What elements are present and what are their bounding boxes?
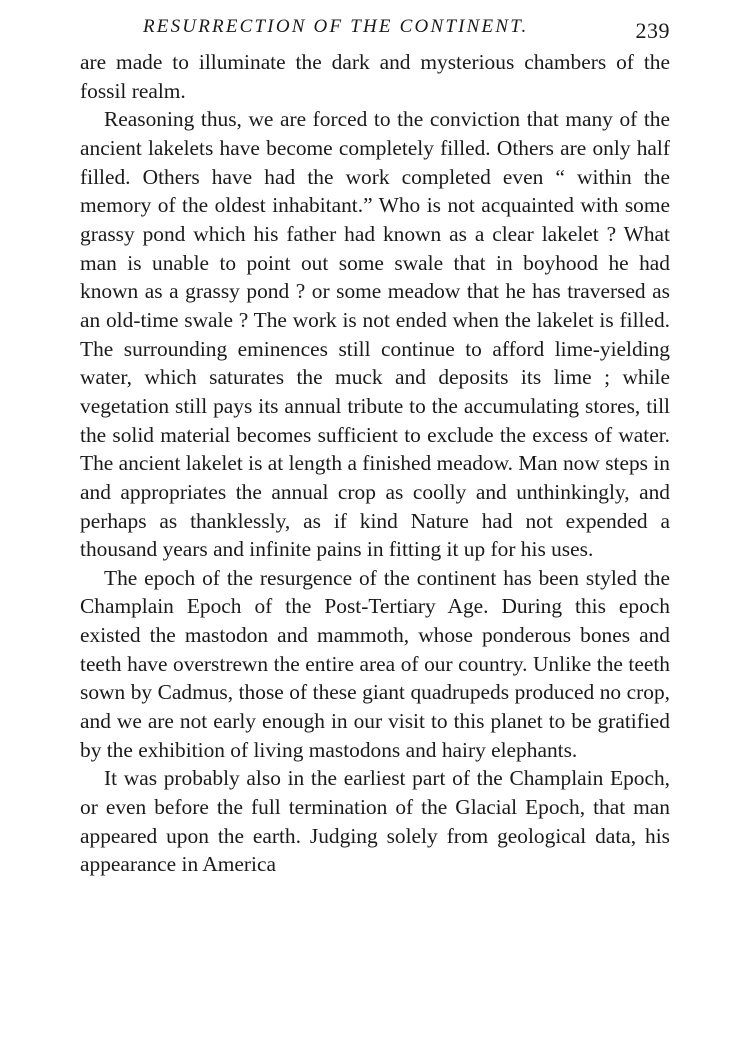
paragraph-appearance-of-man: It was probably also in the earliest part of the Champlain Epoch, or even before the full termination of the Glacial Epoch, that man appeared upon the earth. Judging solely from geological data, his appearance in America <box>80 766 670 877</box>
body-text <box>80 48 670 879</box>
running-title: RESURRECTION OF THE CONTINENT. <box>143 16 529 37</box>
paragraph-lakelets: Reasoning thus, we are forced to the conviction that many of the ancient lakelets have become completely filled. Others are only half filled. Others have had the work completed even “ within the memory of the oldest inhabitant.” Who is not acquainted with some grassy pond which his father had known as a clear lakelet ? What man is unable to point out some swale that in boyhood he had known as a grassy pond ? or some meadow that he has traversed as an old-time swale ? The work is not ended when the lakelet is filled. The surrounding eminences still continue to afford lime-yielding water, which saturates the muck and deposits its lime ; while vegetation still pays its annual tribute to the accumulating stores, till the solid material becomes sufficient to exclude the excess of water. The ancient lakelet is at length a finished meadow. Man now steps in and appropriates the annual crop as coolly and unthinkingly, and perhaps as thanklessly, as if kind Nature had not expended a thousand years and infinite pains in fitting it up for his uses. <box>80 107 670 562</box>
book-page <box>80 14 670 879</box>
running-head <box>80 14 670 48</box>
page-number: 239 <box>635 18 670 43</box>
paragraph-champlain-epoch: The epoch of the resurgence of the continent has been styled the Champlain Epoch of the Post-Tertiary Age. During this epoch existed the mastodon and mammoth, whose ponderous bones and teeth have overstrewn the entire area of our country. Unlike the teeth sown by Cadmus, those of these giant quadrupeds produced no crop, and we are not early enough in our visit to this planet to be gratified by the exhibition of living mastodons and hairy elephants. <box>80 565 670 762</box>
paragraph-continuation: are made to illuminate the dark and mysterious chambers of the fossil realm. <box>80 50 670 103</box>
